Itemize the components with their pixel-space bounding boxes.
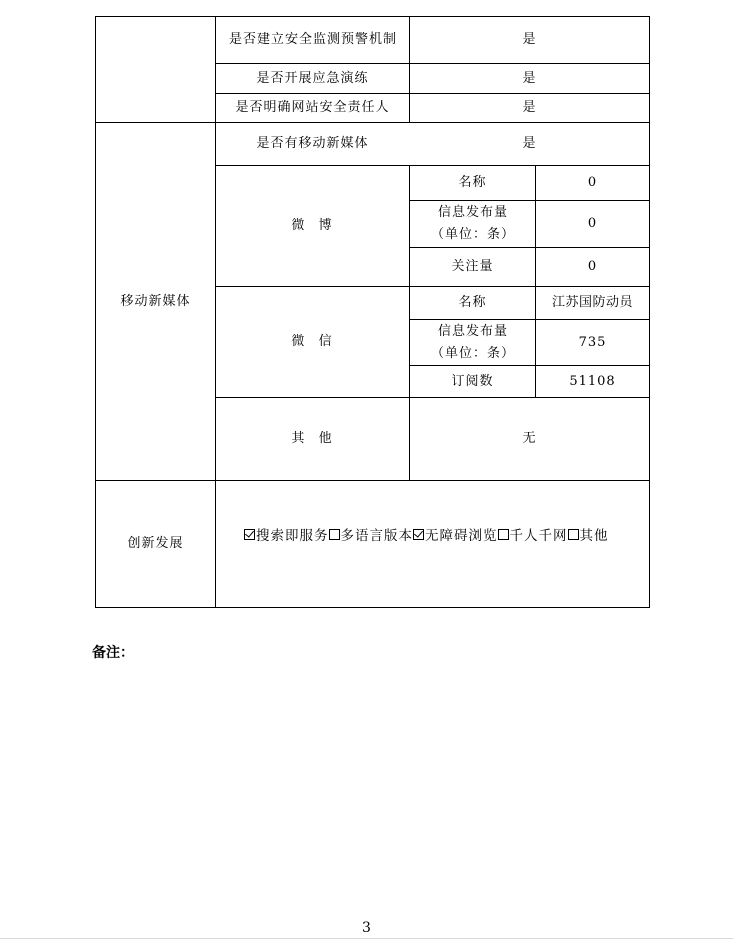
checkbox-empty-icon[interactable] (498, 529, 509, 540)
drill-value: 是 (522, 70, 537, 86)
option-label: 搜索即服务 (256, 528, 329, 544)
wechat-subscribers-value: 51108 (569, 373, 616, 389)
table-rule (95, 607, 650, 608)
weibo-posts-value: 0 (587, 216, 598, 231)
drill-label: 是否开展应急演练 (256, 70, 369, 86)
other-label: 其 他 (291, 431, 334, 446)
option-label: 多语言版本 (340, 528, 413, 544)
innovation-options (244, 524, 609, 544)
option-personalized[interactable] (498, 524, 568, 544)
option-label: 千人千网 (509, 528, 568, 544)
note-label: 备注： (92, 645, 134, 661)
option-search-service[interactable] (244, 524, 329, 544)
has-mobile-value: 是 (522, 136, 537, 151)
wechat-name-value: 江苏国防动员 (551, 295, 633, 310)
weibo-followers-label: 关注量 (451, 259, 494, 274)
weibo-name-label: 名称 (458, 175, 487, 190)
option-multilingual[interactable] (329, 524, 414, 544)
other-value: 无 (522, 431, 537, 446)
page-number: 3 (362, 920, 371, 936)
checkbox-checked-icon[interactable] (244, 529, 255, 540)
weibo-label: 微 博 (291, 218, 334, 233)
table-rule (649, 16, 650, 608)
option-other[interactable] (568, 524, 609, 544)
wechat-posts-value: 735 (578, 334, 607, 350)
wechat-label: 微 信 (291, 334, 334, 349)
innovation-label: 创新发展 (127, 536, 184, 551)
checkbox-empty-icon[interactable] (329, 529, 340, 540)
option-label: 无障碍浏览 (425, 528, 498, 544)
wechat-subscribers-label: 订阅数 (451, 373, 494, 389)
page-bottom-divider (0, 938, 733, 939)
wechat-name-label: 名称 (458, 295, 487, 310)
mobile-section-label: 移动新媒体 (120, 293, 191, 309)
responsible-label: 是否明确网站安全责任人 (235, 100, 390, 115)
checkbox-checked-icon[interactable] (413, 529, 424, 540)
has-mobile-label: 是否有移动新媒体 (256, 136, 369, 151)
option-label: 其他 (579, 528, 609, 544)
monitoring-value: 是 (522, 32, 537, 47)
weibo-name-value: 0 (587, 175, 598, 190)
checkbox-empty-icon[interactable] (568, 529, 579, 540)
weibo-followers-value: 0 (587, 259, 598, 274)
monitoring-label: 是否建立安全监测预警机制 (228, 32, 397, 47)
weibo-posts-label: 信息发布量（单位：条） (430, 205, 515, 242)
wechat-posts-label: 信息发布量（单位：条） (430, 323, 515, 361)
option-accessibility[interactable] (413, 524, 498, 544)
responsible-value: 是 (522, 100, 537, 115)
